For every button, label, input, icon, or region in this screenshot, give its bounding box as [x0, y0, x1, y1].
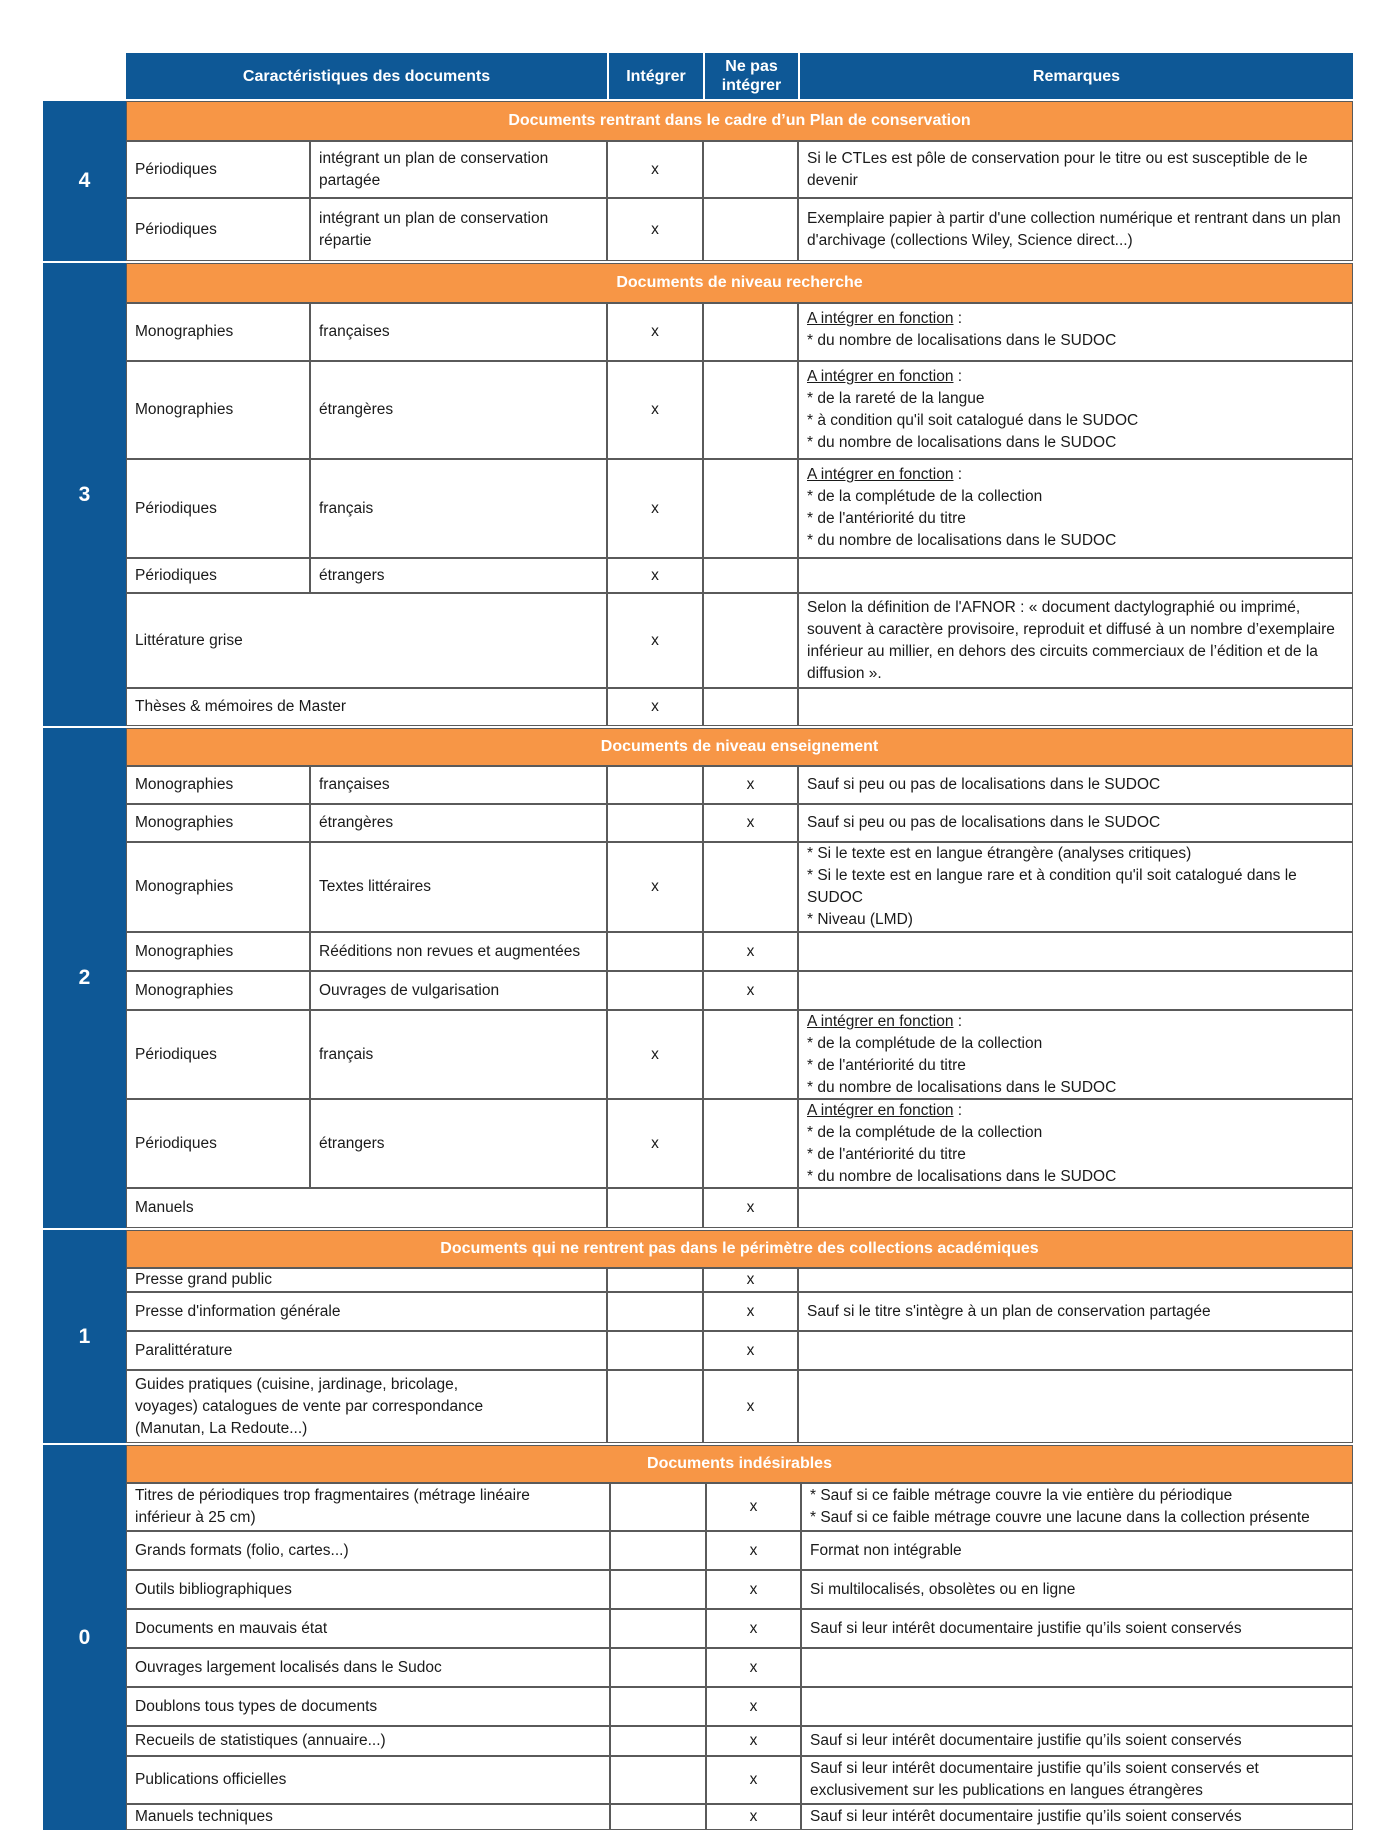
ne-pas-integrer-mark: x [706, 1804, 801, 1830]
doc-type: Manuels [126, 1188, 607, 1228]
ne-pas-integrer-mark: x [706, 1531, 801, 1570]
doc-subtype: françaises [310, 303, 607, 361]
integrer-cell [607, 971, 703, 1010]
doc-type: Périodiques [126, 558, 310, 593]
doc-subtype: Rééditions non revues et augmentées [310, 932, 607, 971]
doc-type: Outils bibliographiques [126, 1570, 610, 1609]
doc-type: Monographies [126, 932, 310, 971]
integrer-cell [607, 1292, 703, 1331]
remarque-line: * Niveau (LMD) [807, 911, 913, 928]
remarque-line: * de la complétude de la collection [807, 1035, 1043, 1052]
remarque: Format non intégrable [801, 1531, 1353, 1570]
remarque [798, 303, 1353, 361]
doc-type: Ouvrages largement localisés dans le Sudoc [126, 1648, 610, 1687]
remarque-heading: A intégrer en fonction [807, 1013, 954, 1030]
ne-pas-integrer-mark: x [706, 1726, 801, 1756]
ne-pas-integrer-mark: x [703, 1292, 798, 1331]
remarque [798, 361, 1353, 459]
remarque: Exemplaire papier à partir d'une collection numérique et rentrant dans un plan d'archivage (collections Wiley, Science direct...) [798, 198, 1353, 261]
ne-pas-integrer-cell [703, 198, 798, 261]
doc-type: Manuels techniques [126, 1804, 610, 1830]
level-2: 2 [43, 728, 126, 1228]
doc-type: Guides pratiques (cuisine, jardinage, bricolage, voyages) catalogues de vente par correspondance (Manutan, La Redoute...) [126, 1370, 607, 1443]
integrer-mark: x [607, 303, 703, 361]
remarque: Si le CTLes est pôle de conservation pour le titre ou est susceptible de le devenir [798, 141, 1353, 198]
ne-pas-integrer-mark: x [703, 1268, 798, 1292]
header-ne-pas-line2: intégrer [721, 77, 782, 94]
remarque-colon: : [953, 466, 963, 483]
remarque-colon: : [953, 368, 963, 385]
section-band-2: Documents de niveau enseignement [126, 728, 1353, 766]
ne-pas-integrer-cell [703, 141, 798, 198]
integrer-cell [607, 1268, 703, 1292]
doc-subtype: étrangères [310, 361, 607, 459]
doc-type: Paralittérature [126, 1331, 607, 1370]
remarque-heading: A intégrer en fonction [807, 368, 954, 385]
doc-subtype: intégrant un plan de conservation répartie [310, 198, 607, 261]
integrer-mark: x [607, 688, 703, 726]
doc-type: Monographies [126, 303, 310, 361]
remarque-line: * de la complétude de la collection [807, 488, 1043, 505]
remarque [798, 558, 1353, 593]
header-ne-pas-integrer [703, 53, 798, 99]
level-0: 0 [43, 1445, 126, 1830]
section-band-3: Documents de niveau recherche [126, 263, 1353, 303]
integrer-cell [607, 766, 703, 804]
doc-type: Titres de périodiques trop fragmentaires (métrage linéaire inférieur à 25 cm) [126, 1483, 610, 1531]
remarque [801, 1483, 1353, 1531]
integrer-cell [607, 1188, 703, 1228]
integrer-cell [610, 1687, 706, 1726]
integrer-mark: x [607, 593, 703, 688]
integrer-cell [610, 1648, 706, 1687]
ne-pas-integrer-mark: x [706, 1570, 801, 1609]
remarque-line: * du nombre de localisations dans le SUDOC [807, 532, 1117, 549]
doc-type: Monographies [126, 804, 310, 842]
remarque: Sauf si leur intérêt documentaire justifie qu’ils soient conservés [801, 1726, 1353, 1756]
remarque: Selon la définition de l'AFNOR : « document dactylographié ou imprimé, souvent à caractère provisoire, reproduit et diffusé à un nombre d’exemplaire inférieur au millier, en dehors des circuits commerciaux de l’édition et de la diffusion ». [798, 593, 1353, 688]
remarque [798, 1331, 1353, 1370]
remarque [798, 971, 1353, 1010]
doc-subtype: étrangers [310, 1099, 607, 1188]
doc-type: Recueils de statistiques (annuaire...) [126, 1726, 610, 1756]
remarque-heading: A intégrer en fonction [807, 1102, 954, 1119]
doc-type: Périodiques [126, 198, 310, 261]
remarque [798, 842, 1353, 932]
doc-type: Presse d'information générale [126, 1292, 607, 1331]
integrer-cell [610, 1570, 706, 1609]
header-integrer: Intégrer [607, 53, 703, 99]
doc-type: Presse grand public [126, 1268, 607, 1292]
remarque [801, 1648, 1353, 1687]
remarque-line: * du nombre de localisations dans le SUDOC [807, 332, 1117, 349]
doc-type: Périodiques [126, 459, 310, 558]
doc-subtype: étrangères [310, 804, 607, 842]
remarque-colon: : [953, 1013, 963, 1030]
integrer-mark: x [607, 141, 703, 198]
remarque-line: * du nombre de localisations dans le SUDOC [807, 1168, 1117, 1185]
remarque-heading: A intégrer en fonction [807, 310, 954, 327]
ne-pas-integrer-mark: x [706, 1483, 801, 1531]
ne-pas-integrer-mark: x [703, 1331, 798, 1370]
level-3: 3 [43, 263, 126, 726]
section-band-0: Documents indésirables [126, 1445, 1353, 1483]
ne-pas-integrer-mark: x [706, 1648, 801, 1687]
remarque-line: * de la complétude de la collection [807, 1124, 1043, 1141]
doc-type: Publications officielles [126, 1756, 610, 1804]
doc-type: Grands formats (folio, cartes...) [126, 1531, 610, 1570]
remarque [798, 1268, 1353, 1292]
doc-subtype: français [310, 459, 607, 558]
integrer-cell [610, 1804, 706, 1830]
ne-pas-integrer-mark: x [703, 971, 798, 1010]
ne-pas-integrer-cell [703, 558, 798, 593]
integrer-cell [610, 1531, 706, 1570]
doc-subtype: Textes littéraires [310, 842, 607, 932]
doc-type: Périodiques [126, 1010, 310, 1099]
remarque [798, 1188, 1353, 1228]
ne-pas-integrer-cell [703, 303, 798, 361]
doc-type: Monographies [126, 842, 310, 932]
remarque: Si multilocalisés, obsolètes ou en ligne [801, 1570, 1353, 1609]
integrer-mark: x [607, 459, 703, 558]
integrer-mark: x [607, 361, 703, 459]
ne-pas-integrer-mark: x [703, 804, 798, 842]
doc-type: Périodiques [126, 1099, 310, 1188]
remarque-line: * Sauf si ce faible métrage couvre une lacune dans la collection présente [810, 1509, 1310, 1526]
integrer-mark: x [607, 198, 703, 261]
remarque-line: * de la rareté de la langue [807, 390, 985, 407]
ne-pas-integrer-mark: x [706, 1756, 801, 1804]
remarque: Sauf si peu ou pas de localisations dans le SUDOC [798, 804, 1353, 842]
doc-subtype: intégrant un plan de conservation partagée [310, 141, 607, 198]
ne-pas-integrer-mark: x [706, 1609, 801, 1648]
integrer-cell [610, 1609, 706, 1648]
doc-type: Littérature grise [126, 593, 607, 688]
remarque: Sauf si leur intérêt documentaire justifie qu’ils soient conservés et exclusivement sur les publications en langues étrangères [801, 1756, 1353, 1804]
integrer-cell [610, 1483, 706, 1531]
level-4: 4 [43, 101, 126, 261]
remarque-line: * de l'antériorité du titre [807, 510, 966, 527]
remarque: Sauf si peu ou pas de localisations dans le SUDOC [798, 766, 1353, 804]
integrer-cell [610, 1756, 706, 1804]
remarque-heading: A intégrer en fonction [807, 466, 954, 483]
integrer-mark: x [607, 1099, 703, 1188]
remarque-line: * Sauf si ce faible métrage couvre la vie entière du périodique [810, 1487, 1233, 1504]
section-band-4: Documents rentrant dans le cadre d’un Plan de conservation [126, 101, 1353, 141]
remarque-line: * du nombre de localisations dans le SUDOC [807, 434, 1117, 451]
remarque [798, 459, 1353, 558]
remarque-line: * du nombre de localisations dans le SUDOC [807, 1079, 1117, 1096]
ne-pas-integrer-mark: x [706, 1687, 801, 1726]
doc-type: Doublons tous types de documents [126, 1687, 610, 1726]
doc-type: Documents en mauvais état [126, 1609, 610, 1648]
integrer-cell [610, 1726, 706, 1756]
header-caracteristiques: Caractéristiques des documents [126, 53, 607, 99]
remarque: Sauf si leur intérêt documentaire justifie qu’ils soient conservés [801, 1609, 1353, 1648]
doc-subtype: Ouvrages de vulgarisation [310, 971, 607, 1010]
ne-pas-integrer-cell [703, 361, 798, 459]
integrer-mark: x [607, 1010, 703, 1099]
ne-pas-integrer-cell [703, 1099, 798, 1188]
doc-type: Périodiques [126, 141, 310, 198]
integrer-cell [607, 932, 703, 971]
ne-pas-integrer-cell [703, 459, 798, 558]
doc-type: Monographies [126, 766, 310, 804]
remarque-line: * Si le texte est en langue rare et à condition qu'il soit catalogué dans le SUDOC [807, 867, 1297, 906]
section-band-1: Documents qui ne rentrent pas dans le périmètre des collections académiques [126, 1230, 1353, 1268]
remarque [798, 932, 1353, 971]
remarque [798, 1099, 1353, 1188]
integrer-cell [607, 804, 703, 842]
doc-type: Monographies [126, 361, 310, 459]
doc-subtype: françaises [310, 766, 607, 804]
remarque: Sauf si le titre s'intègre à un plan de conservation partagée [798, 1292, 1353, 1331]
integrer-cell [607, 1370, 703, 1443]
integrer-mark: x [607, 842, 703, 932]
ne-pas-integrer-cell [703, 688, 798, 726]
ne-pas-integrer-cell [703, 1010, 798, 1099]
header-ne-pas-line1: Ne pas [725, 58, 778, 75]
ne-pas-integrer-mark: x [703, 932, 798, 971]
remarque-line: * Si le texte est en langue étrangère (analyses critiques) [807, 845, 1192, 862]
doc-subtype: français [310, 1010, 607, 1099]
doc-type: Monographies [126, 971, 310, 1010]
remarque-colon: : [953, 1102, 963, 1119]
header-remarques: Remarques [798, 53, 1353, 99]
level-1: 1 [43, 1230, 126, 1443]
ne-pas-integrer-mark: x [703, 1188, 798, 1228]
remarque: Sauf si leur intérêt documentaire justifie qu’ils soient conservés [801, 1804, 1353, 1830]
doc-subtype: étrangers [310, 558, 607, 593]
remarque-line: * de l'antériorité du titre [807, 1146, 966, 1163]
remarque-line: * de l'antériorité du titre [807, 1057, 966, 1074]
remarque [801, 1687, 1353, 1726]
ne-pas-integrer-cell [703, 593, 798, 688]
remarque [798, 1370, 1353, 1443]
ne-pas-integrer-cell [703, 842, 798, 932]
remarque [798, 688, 1353, 726]
ne-pas-integrer-mark: x [703, 1370, 798, 1443]
ne-pas-integrer-mark: x [703, 766, 798, 804]
doc-type: Thèses & mémoires de Master [126, 688, 607, 726]
remarque-colon: : [953, 310, 963, 327]
remarque-line: * à condition qu'il soit catalogué dans le SUDOC [807, 412, 1139, 429]
remarque [798, 1010, 1353, 1099]
integrer-mark: x [607, 558, 703, 593]
integrer-cell [607, 1331, 703, 1370]
